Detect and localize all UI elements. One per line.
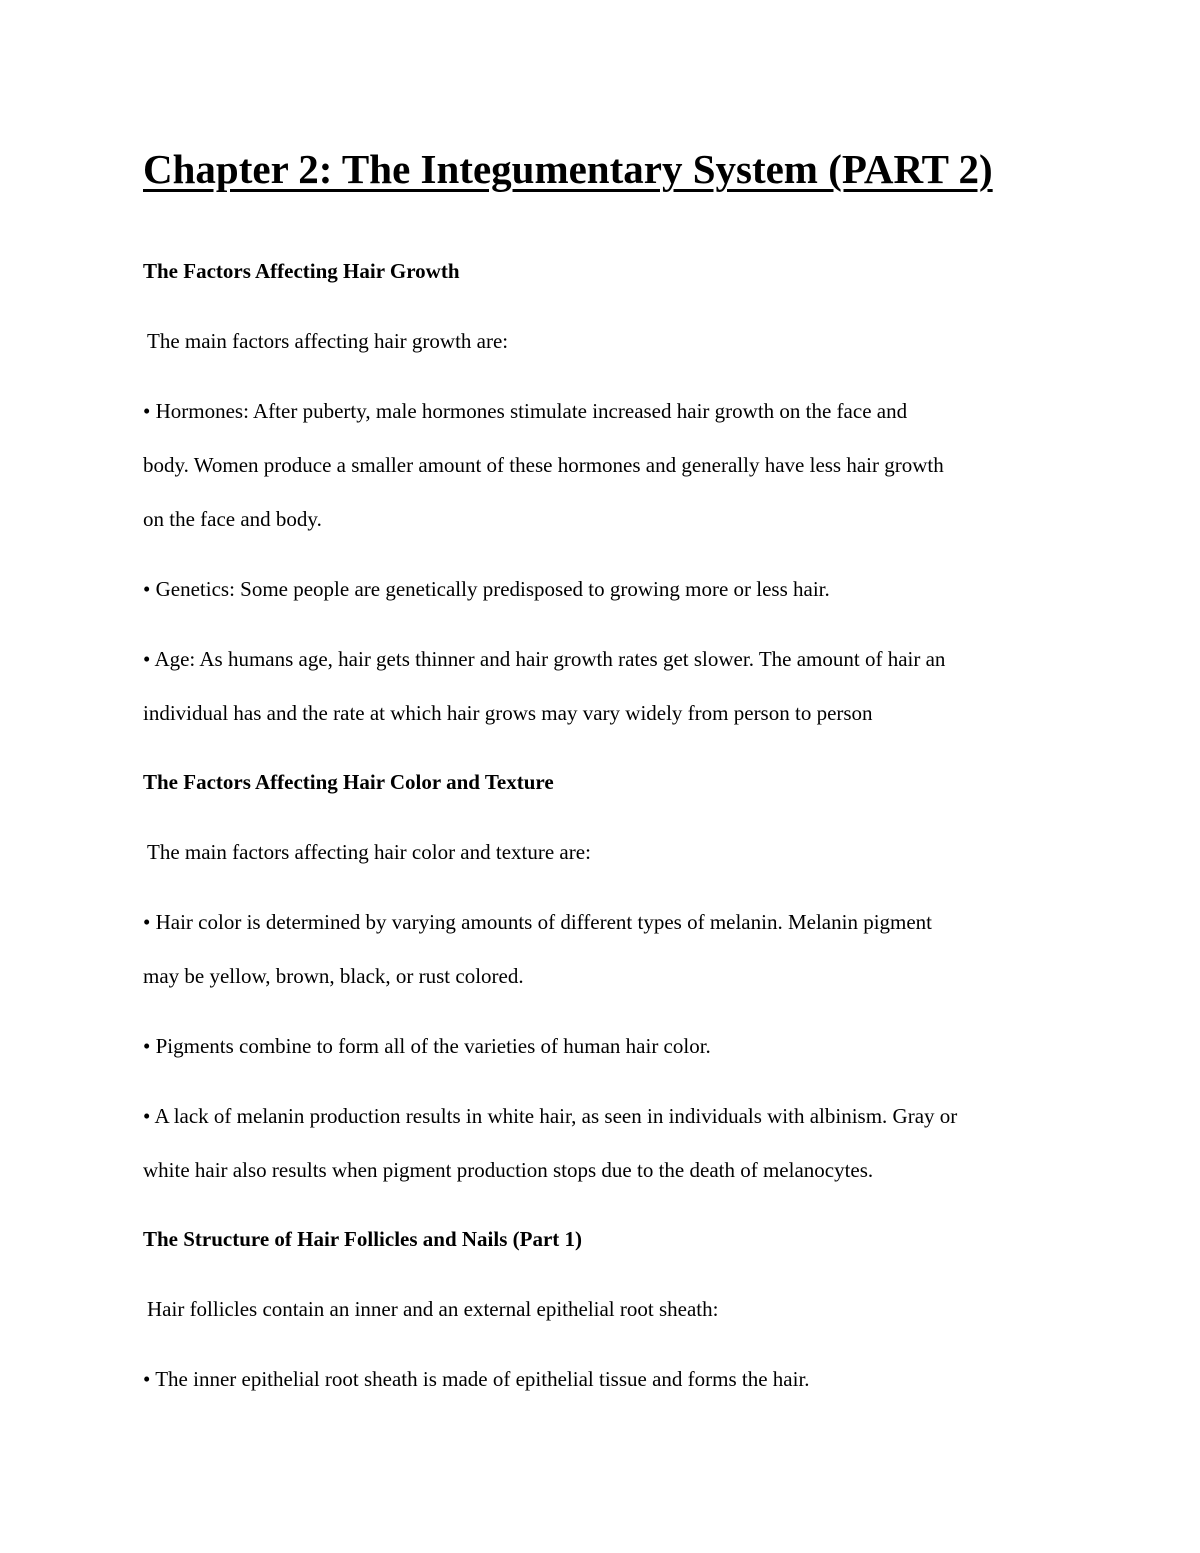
bullet-hormones-line-3: on the face and body. [143, 507, 322, 531]
bullet-hormones-line-2: body. Women produce a smaller amount of these hormones and generally have less hair growth [143, 453, 944, 477]
bullet-hormones-line-1: • Hormones: After puberty, male hormones stimulate increased hair growth on the face and [143, 399, 908, 423]
section-intro: The main factors affecting hair growth are: [147, 329, 509, 353]
bullet-albinism-line-2: white hair also results when pigment production stops due to the death of melanocytes. [143, 1158, 874, 1182]
bullet-genetics: • Genetics: Some people are genetically predisposed to growing more or less hair. [143, 577, 830, 601]
section-intro: Hair follicles contain an inner and an external epithelial root sheath: [147, 1297, 719, 1321]
section-heading-hair-follicles: The Structure of Hair Follicles and Nails (Part 1) [143, 1227, 583, 1251]
bullet-melanin-line-1: • Hair color is determined by varying amounts of different types of melanin. Melanin pigment [143, 910, 933, 934]
bullet-pigments: • Pigments combine to form all of the varieties of human hair color. [143, 1034, 711, 1058]
bullet-age-line-2: individual has and the rate at which hair grows may vary widely from person to person [143, 701, 873, 725]
bullet-melanin-line-2: may be yellow, brown, black, or rust colored. [143, 964, 524, 988]
bullet-albinism-line-1: • A lack of melanin production results in white hair, as seen in individuals with albinism. Gray or [143, 1104, 958, 1128]
bullet-inner-sheath: • The inner epithelial root sheath is made of epithelial tissue and forms the hair. [143, 1367, 810, 1391]
section-intro: The main factors affecting hair color and texture are: [147, 840, 591, 864]
section-heading-hair-color: The Factors Affecting Hair Color and Texture [143, 770, 554, 794]
section-heading-hair-growth: The Factors Affecting Hair Growth [143, 259, 460, 283]
bullet-age-line-1: • Age: As humans age, hair gets thinner and hair growth rates get slower. The amount of hair an [143, 647, 946, 671]
page-title: Chapter 2: The Integumentary System (PART 2) [143, 146, 993, 192]
